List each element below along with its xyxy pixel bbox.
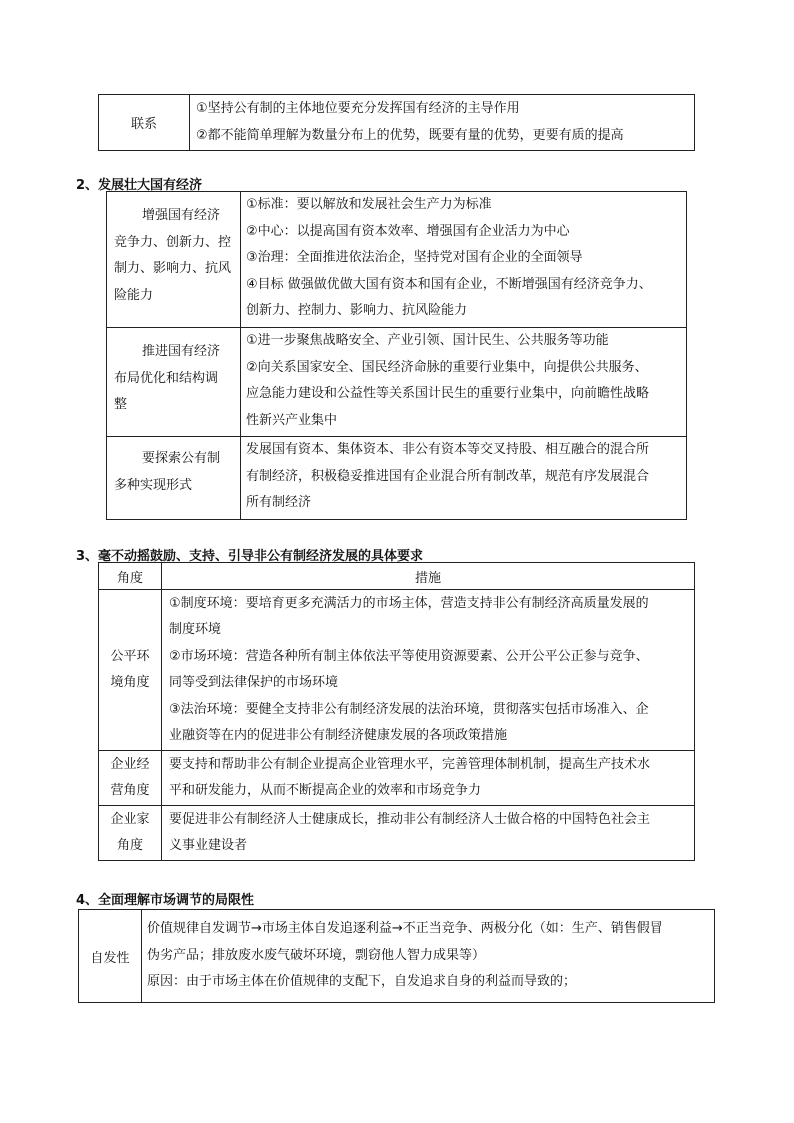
table-market-limitation	[78, 909, 715, 1003]
relation-label: 联系	[130, 117, 157, 132]
row-label-cell	[107, 437, 241, 520]
row-label-line: 角度	[116, 838, 143, 853]
content-line: 要促进非公有制经济人士健康成长，推动非公有制经济人士做合格的中国特色社会主	[169, 811, 651, 827]
content-line: 所有制经济	[246, 495, 312, 510]
row-label-line: 整	[114, 397, 128, 412]
header-cell-measures	[162, 563, 695, 590]
row-label-line: 布局优化和结构调	[114, 370, 219, 386]
row-label-cell	[107, 192, 241, 328]
row-label-line: 制力、影响力、抗风	[114, 261, 232, 276]
relation-label-cell	[99, 95, 190, 151]
row-label-line: 营角度	[110, 783, 150, 798]
row-label-line: 多种实现形式	[114, 477, 193, 493]
row-label-line: 竞争力、创新力、控	[114, 234, 232, 250]
content-line: 原因：由于市场主体在价值规律的支配下，自发追求自身的利益而导致的；	[147, 974, 577, 990]
row-content-cell	[162, 806, 695, 861]
row-content-cell	[162, 751, 695, 806]
header-angle: 角度	[116, 570, 143, 586]
content-line: 发展国有资本、集体资本、非公有资本等交叉持股、相互融合的混合所	[246, 442, 650, 457]
row-label-cell	[99, 590, 162, 751]
relation-content-cell	[190, 95, 695, 151]
row-label-line: 增强国有经济	[142, 208, 221, 223]
section-4-heading: 4、全面理解市场调节的局限性	[76, 893, 255, 908]
table-state-economy	[106, 191, 687, 520]
content-line: ②向关系国家安全、国民经济命脉的重要行业集中，向提供公共服务、	[246, 359, 648, 375]
row-content-cell	[241, 192, 687, 328]
row-label-cell	[99, 751, 162, 806]
content-line: ②市场环境：营造各种所有制主体依法平等使用资源要素、公开公平公正参与竞争、	[169, 648, 649, 664]
section-3-heading: 3、毫不动摇鼓励、支持、引导非公有制经济发展的具体要求	[76, 549, 424, 564]
row-label-line: 推进国有经济	[142, 344, 221, 359]
content-line: 伪劣产品；排放废水废气破坏环境，剽窃他人智力成果等）	[147, 947, 486, 963]
table-non-public-economy	[98, 562, 695, 861]
content-line: ①制度环境：要培育更多充满活力的市场主体，营造支持非公有制经济高质量发展的	[169, 595, 649, 611]
content-line: 业融资等在内的促进非公有制经济健康发展的各项政策措施	[169, 728, 508, 743]
spontaneity-content-cell	[142, 910, 715, 1003]
header-cell-angle	[99, 563, 162, 590]
content-line: 要支持和帮助非公有制企业提高企业管理水平，完善管理体制机制，提高生产技术水	[169, 756, 651, 772]
content-line: 有制经济，积极稳妥推进国有企业混合所有制改革，规范有序发展混合	[246, 468, 650, 484]
spontaneity-label: 自发性	[90, 950, 130, 966]
table-relation	[98, 94, 695, 151]
content-line: 性新兴产业集中	[246, 412, 338, 428]
row-label-line: 企业经	[110, 756, 150, 772]
content-line: ①进一步聚焦战略安全、产业引领、国计民生、公共服务等功能	[246, 333, 609, 348]
row-content-cell	[241, 437, 687, 520]
row-label-cell	[99, 806, 162, 861]
row-content-cell	[162, 590, 695, 751]
row-label-line: 要探索公有制	[142, 451, 221, 466]
row-content-cell	[241, 328, 687, 437]
header-measures: 措施	[414, 570, 441, 586]
row-label-line: 公平环	[110, 648, 150, 664]
row-label-cell	[107, 328, 241, 437]
content-line: ①标准：要以解放和发展社会生产力为标准	[246, 197, 492, 212]
spontaneity-label-cell	[79, 910, 142, 1003]
content-line: 价值规律自发调节→市场主体自发追逐利益→不正当竞争、两极分化（如：生产、销售假冒	[147, 921, 663, 937]
section-2-heading: 2、发展壮大国有经济	[76, 178, 203, 193]
content-line: ③治理：全面推进依法治企，坚持党对国有企业的全面领导	[246, 250, 583, 265]
content-line: 义事业建设者	[169, 838, 248, 853]
content-line: 应急能力建设和公益性等关系国计民生的重要行业集中，向前瞻性战略	[246, 386, 650, 401]
row-label-line: 企业家	[110, 811, 150, 827]
row-label-line: 境角度	[110, 675, 150, 690]
content-line: 平和研发能力，从而不断提高企业的效率和市场竞争力	[169, 783, 482, 798]
content-line: ②中心：以提高国有资本效率、增强国有企业活力为中心	[246, 223, 570, 239]
content-line: ④目标 做强做优做大国有资本和国有企业，不断增强国有经济竞争力、	[246, 276, 652, 292]
row-label-line: 险能力	[114, 287, 154, 303]
content-line: ③法治环境：要健全支持非公有制经济发展的法治环境，贯彻落实包括市场准入、企	[169, 701, 649, 717]
content-line: 创新力、控制力、影响力、抗风险能力	[246, 303, 468, 318]
content-line: 同等受到法律保护的市场环境	[169, 675, 339, 690]
relation-line: ②都不能简单理解为数量分布上的优势，既要有量的优势，更要有质的提高	[196, 127, 624, 143]
content-line: 制度环境	[169, 622, 222, 637]
relation-line: ①坚持公有制的主体地位要充分发挥国有经济的主导作用	[196, 101, 520, 116]
